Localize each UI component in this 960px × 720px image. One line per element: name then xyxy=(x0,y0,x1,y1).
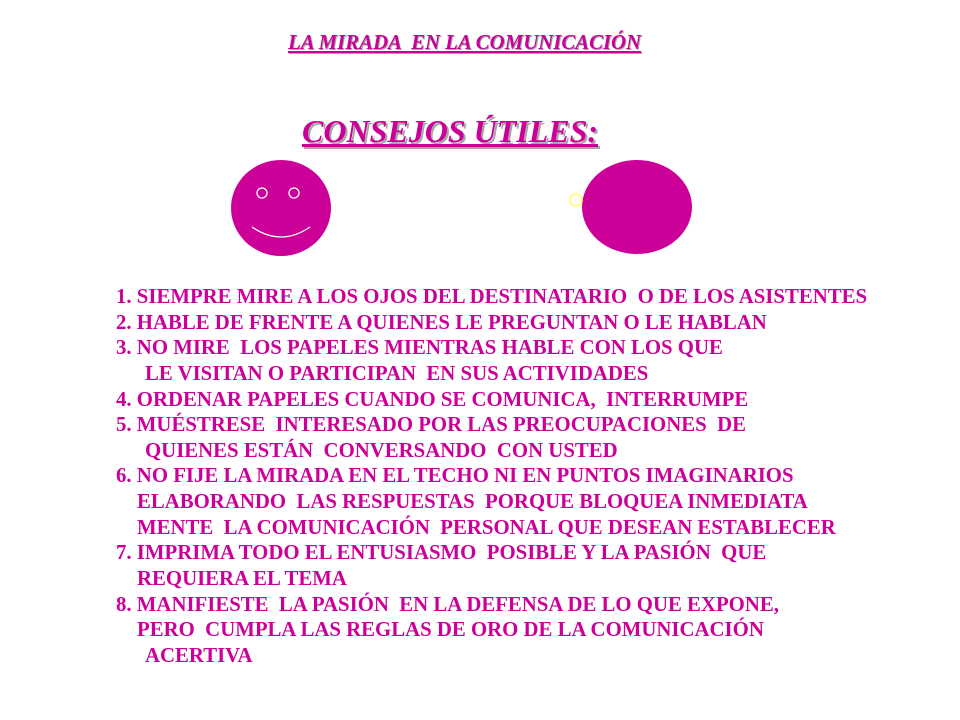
tip-line: ACERTIVA xyxy=(145,643,253,667)
tip-item xyxy=(116,540,867,591)
tip-line: QUIENES ESTÁN CONVERSANDO CON USTED xyxy=(145,438,618,462)
tip-line: 8. MANIFIESTE LA PASIÓN EN LA DEFENSA DE LO QUE EXPONE, xyxy=(116,592,779,616)
tip-line: 3. NO MIRE LOS PAPELES MIENTRAS HABLE CON LOS QUE xyxy=(116,336,723,360)
tip-line: ELABORANDO LAS RESPUESTAS PORQUE BLOQUEA INMEDIATA xyxy=(137,490,808,513)
smile-mouth-icon xyxy=(252,227,310,237)
tip-line: 7. IMPRIMA TODO EL ENTUSIASMO POSIBLE Y LA PASIÓN QUE xyxy=(116,541,767,565)
tip-item xyxy=(116,592,867,669)
tip-line: PERO CUMPLA LAS REGLAS DE ORO DE LA COMUNICACIÓN xyxy=(137,618,764,642)
tip-item xyxy=(116,412,867,463)
tip-line: LE VISITAN O PARTICIPAN EN SUS ACTIVIDADES xyxy=(145,361,649,385)
tip-line: 2. HABLE DE FRENTE A QUIENES LE PREGUNTAN O LE HABLAN xyxy=(116,310,767,334)
tips-list xyxy=(116,284,867,668)
smiley-face-head xyxy=(231,160,331,256)
tip-line: 4. ORDENAR PAPELES CUANDO SE COMUNICA, INTERRUMPE xyxy=(116,387,749,411)
tip-line: 5. MUÉSTRESE INTERESADO POR LAS PREOCUPACIONES DE xyxy=(116,413,746,437)
tip-item xyxy=(116,310,867,336)
side-face-head xyxy=(582,160,692,254)
left-eye-icon xyxy=(257,188,267,198)
tip-line: 6. NO FIJE LA MIRADA EN EL TECHO NI EN PUNTOS IMAGINARIOS xyxy=(116,464,794,488)
tip-item xyxy=(116,284,867,310)
right-eye-icon xyxy=(289,188,299,198)
tip-line: MENTE LA COMUNICACIÓN PERSONAL QUE DESEAN ESTABLECER xyxy=(137,515,836,539)
tip-item xyxy=(116,387,867,413)
tip-line: REQUIERA EL TEMA xyxy=(137,566,347,590)
side-face-icon xyxy=(570,160,692,254)
slide-title: LA MIRADA EN LA COMUNICACIÓN xyxy=(288,31,642,54)
tip-item xyxy=(116,463,867,540)
tip-line: 1. SIEMPRE MIRE A LOS OJOS DEL DESTINATARIO O DE LOS ASISTENTES xyxy=(116,285,868,308)
smiley-face-icon xyxy=(231,160,331,256)
slide-subtitle: CONSEJOS ÚTILES: xyxy=(302,113,599,149)
side-eye-icon xyxy=(570,194,582,206)
tip-item xyxy=(116,335,867,386)
